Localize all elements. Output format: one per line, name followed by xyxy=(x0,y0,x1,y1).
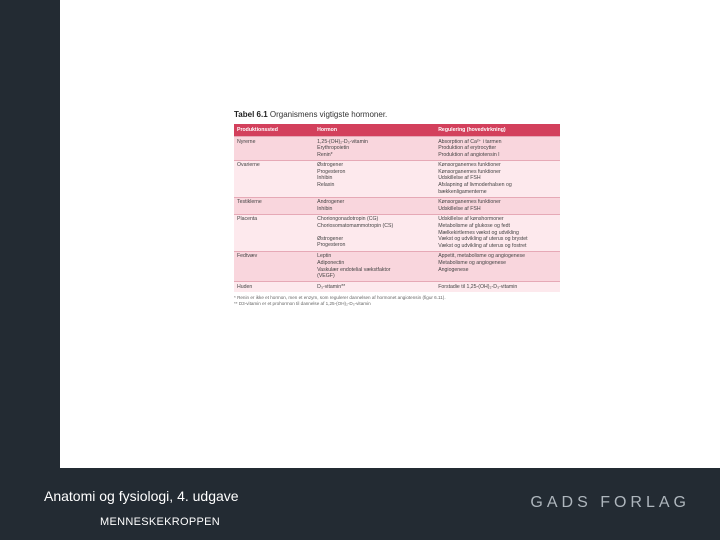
footer-bar xyxy=(0,468,720,540)
cell-site: Placenta xyxy=(234,214,314,251)
cell-site: Fedtvæv xyxy=(234,251,314,281)
left-dark-margin xyxy=(0,0,60,468)
table-body xyxy=(234,137,560,292)
cell-site: Huden xyxy=(234,282,314,292)
cell-hormone xyxy=(314,282,435,292)
regulation-line: Metabolisme og angiogenese xyxy=(438,260,506,266)
cell-site: Ovarierne xyxy=(234,160,314,197)
table-row xyxy=(234,282,560,292)
hormone-line: Progesteron xyxy=(317,242,346,249)
regulation-line: Produktion af angiotensin I xyxy=(438,151,500,158)
hormone-line: (VEGF) xyxy=(317,273,335,280)
regulation-line: Appetit, metabolisme og angiogenese xyxy=(438,253,525,260)
cell-regulation xyxy=(435,251,560,281)
table-header-row xyxy=(234,124,560,137)
publisher-logo: GADS FORLAG xyxy=(530,494,690,511)
table-row xyxy=(234,160,560,197)
cell-hormone xyxy=(314,197,435,214)
regulation-line: Udskillelse af FSH xyxy=(438,205,481,212)
regulation-line: Mælkekirtlernes vækst og udvikling xyxy=(438,229,519,236)
header-regulation: Regulering (hovedvirkning) xyxy=(435,124,560,137)
book-subtitle: MENNESKEKROPPEN xyxy=(100,516,221,528)
regulation-line: bækkenligamenterne xyxy=(438,188,487,195)
hormone-line: Leptin xyxy=(317,253,332,260)
cell-regulation xyxy=(435,282,560,292)
cell-hormone xyxy=(314,137,435,161)
table-caption xyxy=(234,110,560,119)
hormone-line: Adiponectin xyxy=(317,260,345,266)
footnote: ** D3-vitamin er et prohormon til dannelse af 1,25-(OH)₂-D₃-vitamin xyxy=(234,300,371,306)
table-footnotes xyxy=(234,295,560,307)
cell-regulation xyxy=(435,160,560,197)
regulation-line: Kønsorganernes funktioner xyxy=(438,162,501,169)
hormone-line: Erythropoietin xyxy=(317,145,350,152)
regulation-line: Vækst og udvikling af uterus og fostret xyxy=(438,242,527,249)
regulation-line: Angiogenese xyxy=(438,266,469,273)
hormone-line: Androgener xyxy=(317,199,345,206)
hormone-line: Progesteron xyxy=(317,168,346,175)
regulation-line: Afslapning af livmoderhalsen og xyxy=(438,182,512,189)
cell-regulation xyxy=(435,214,560,251)
cell-site: Nyrerne xyxy=(234,137,314,161)
cell-hormone xyxy=(314,251,435,281)
hormone-line: Relaxin xyxy=(317,182,335,189)
cell-site: Testiklerne xyxy=(234,197,314,214)
cell-regulation xyxy=(435,137,560,161)
table-caption-text: Organismens vigtigste hormoner. xyxy=(267,110,388,119)
hormone-line: Choriosomatomammotropin (CS) xyxy=(317,223,394,230)
regulation-line: Vækst og udvikling af uterus og brystet xyxy=(438,236,528,243)
hormone-line: Østrogener xyxy=(317,235,344,242)
cell-hormone xyxy=(314,214,435,251)
hormone-line: Vaskulær endotelial vækstfaktor xyxy=(317,266,391,273)
regulation-line: Metabolisme af glukose og fedt xyxy=(438,223,510,230)
table-row xyxy=(234,137,560,161)
hormone-line: Inhibin xyxy=(317,175,333,182)
hormone-line: Choriongonadotropin (CG) xyxy=(317,216,379,223)
table-number: Tabel 6.1 xyxy=(234,110,268,119)
table-row xyxy=(234,197,560,214)
table-figure xyxy=(234,110,560,307)
cell-regulation xyxy=(435,197,560,214)
table-row xyxy=(234,251,560,281)
cell-hormone xyxy=(314,160,435,197)
regulation-line: Forstadie til 1,25-(OH)₂-D₃-vitamin xyxy=(438,283,518,290)
hormone-line: 1,25-(OH)₂-D₃-vitamin xyxy=(317,138,368,145)
book-title: Anatomi og fysiologi, 4. udgave xyxy=(44,488,239,504)
footnote: * Renin er ikke et hormon, men et enzym, som regulerer dannelsen af hormonet angiotensin (figur 6.11). xyxy=(234,294,446,300)
hormone-line: Renin* xyxy=(317,151,333,158)
table-row xyxy=(234,214,560,251)
hormone-line: Inhibin xyxy=(317,205,333,212)
regulation-line: Kønsorganernes funktioner xyxy=(438,199,501,206)
regulation-line: Absorption af Ca²⁺ i tarmen xyxy=(438,138,502,145)
regulation-line: Udskillelse af kønshormoner xyxy=(438,216,504,223)
header-site: Produktionssted xyxy=(234,124,314,137)
regulation-line: Udskillelse af FSH xyxy=(438,175,481,182)
hormone-line: Østrogener xyxy=(317,162,344,169)
regulation-line: Kønsorganernes funktioner xyxy=(438,168,501,175)
header-hormone: Hormon xyxy=(314,124,435,137)
hormone-table xyxy=(234,124,560,292)
regulation-line: Produktion af erytrocytter xyxy=(438,145,497,152)
hormone-line: D₃-vitamin** xyxy=(317,283,346,290)
